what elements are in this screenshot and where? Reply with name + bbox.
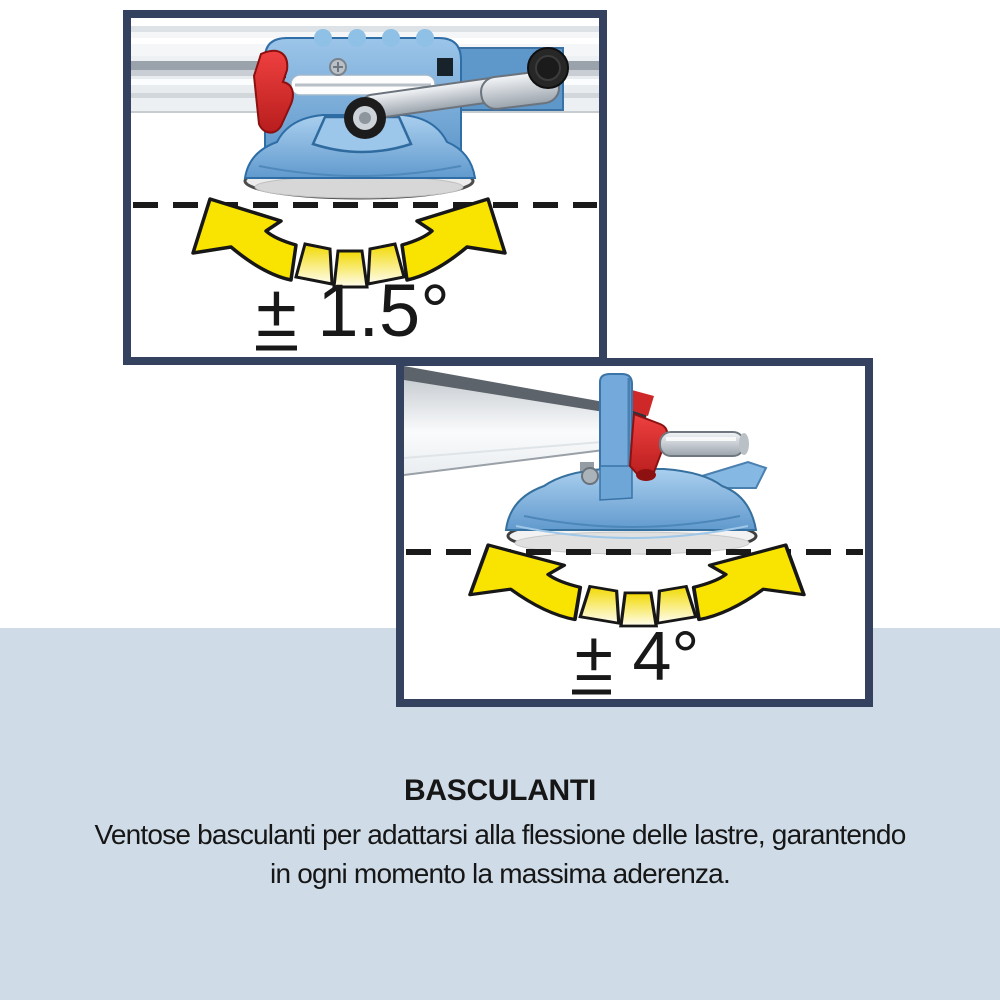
caption-title: BASCULANTI	[404, 774, 596, 807]
front-view-illustration	[131, 18, 599, 357]
chrome-pin	[660, 432, 749, 456]
side-view-figure	[396, 358, 873, 707]
tightening-knob	[528, 48, 568, 88]
caption	[0, 776, 1000, 893]
caption-line-2: in ogni momento la massima aderenza.	[270, 858, 730, 889]
side-view-illustration	[404, 366, 865, 699]
angle-label: ± 4°	[574, 617, 700, 695]
tilt-arrows-icon	[470, 545, 804, 626]
mount-hole-right	[437, 58, 453, 76]
caption-line-1: Ventose basculanti per adattarsi alla flessione delle lastre, garantendo	[94, 819, 906, 850]
tilt-arrow-right-icon	[694, 545, 804, 620]
rail-perspective	[404, 366, 604, 475]
clamp-bolt	[580, 462, 598, 484]
tilt-arrow-left-icon	[193, 199, 296, 280]
angle-label: ± 1.5°	[256, 269, 450, 352]
tilt-arrow-right-icon	[402, 199, 505, 280]
front-view-figure	[123, 10, 607, 365]
tilt-arrow-left-icon	[470, 545, 580, 620]
